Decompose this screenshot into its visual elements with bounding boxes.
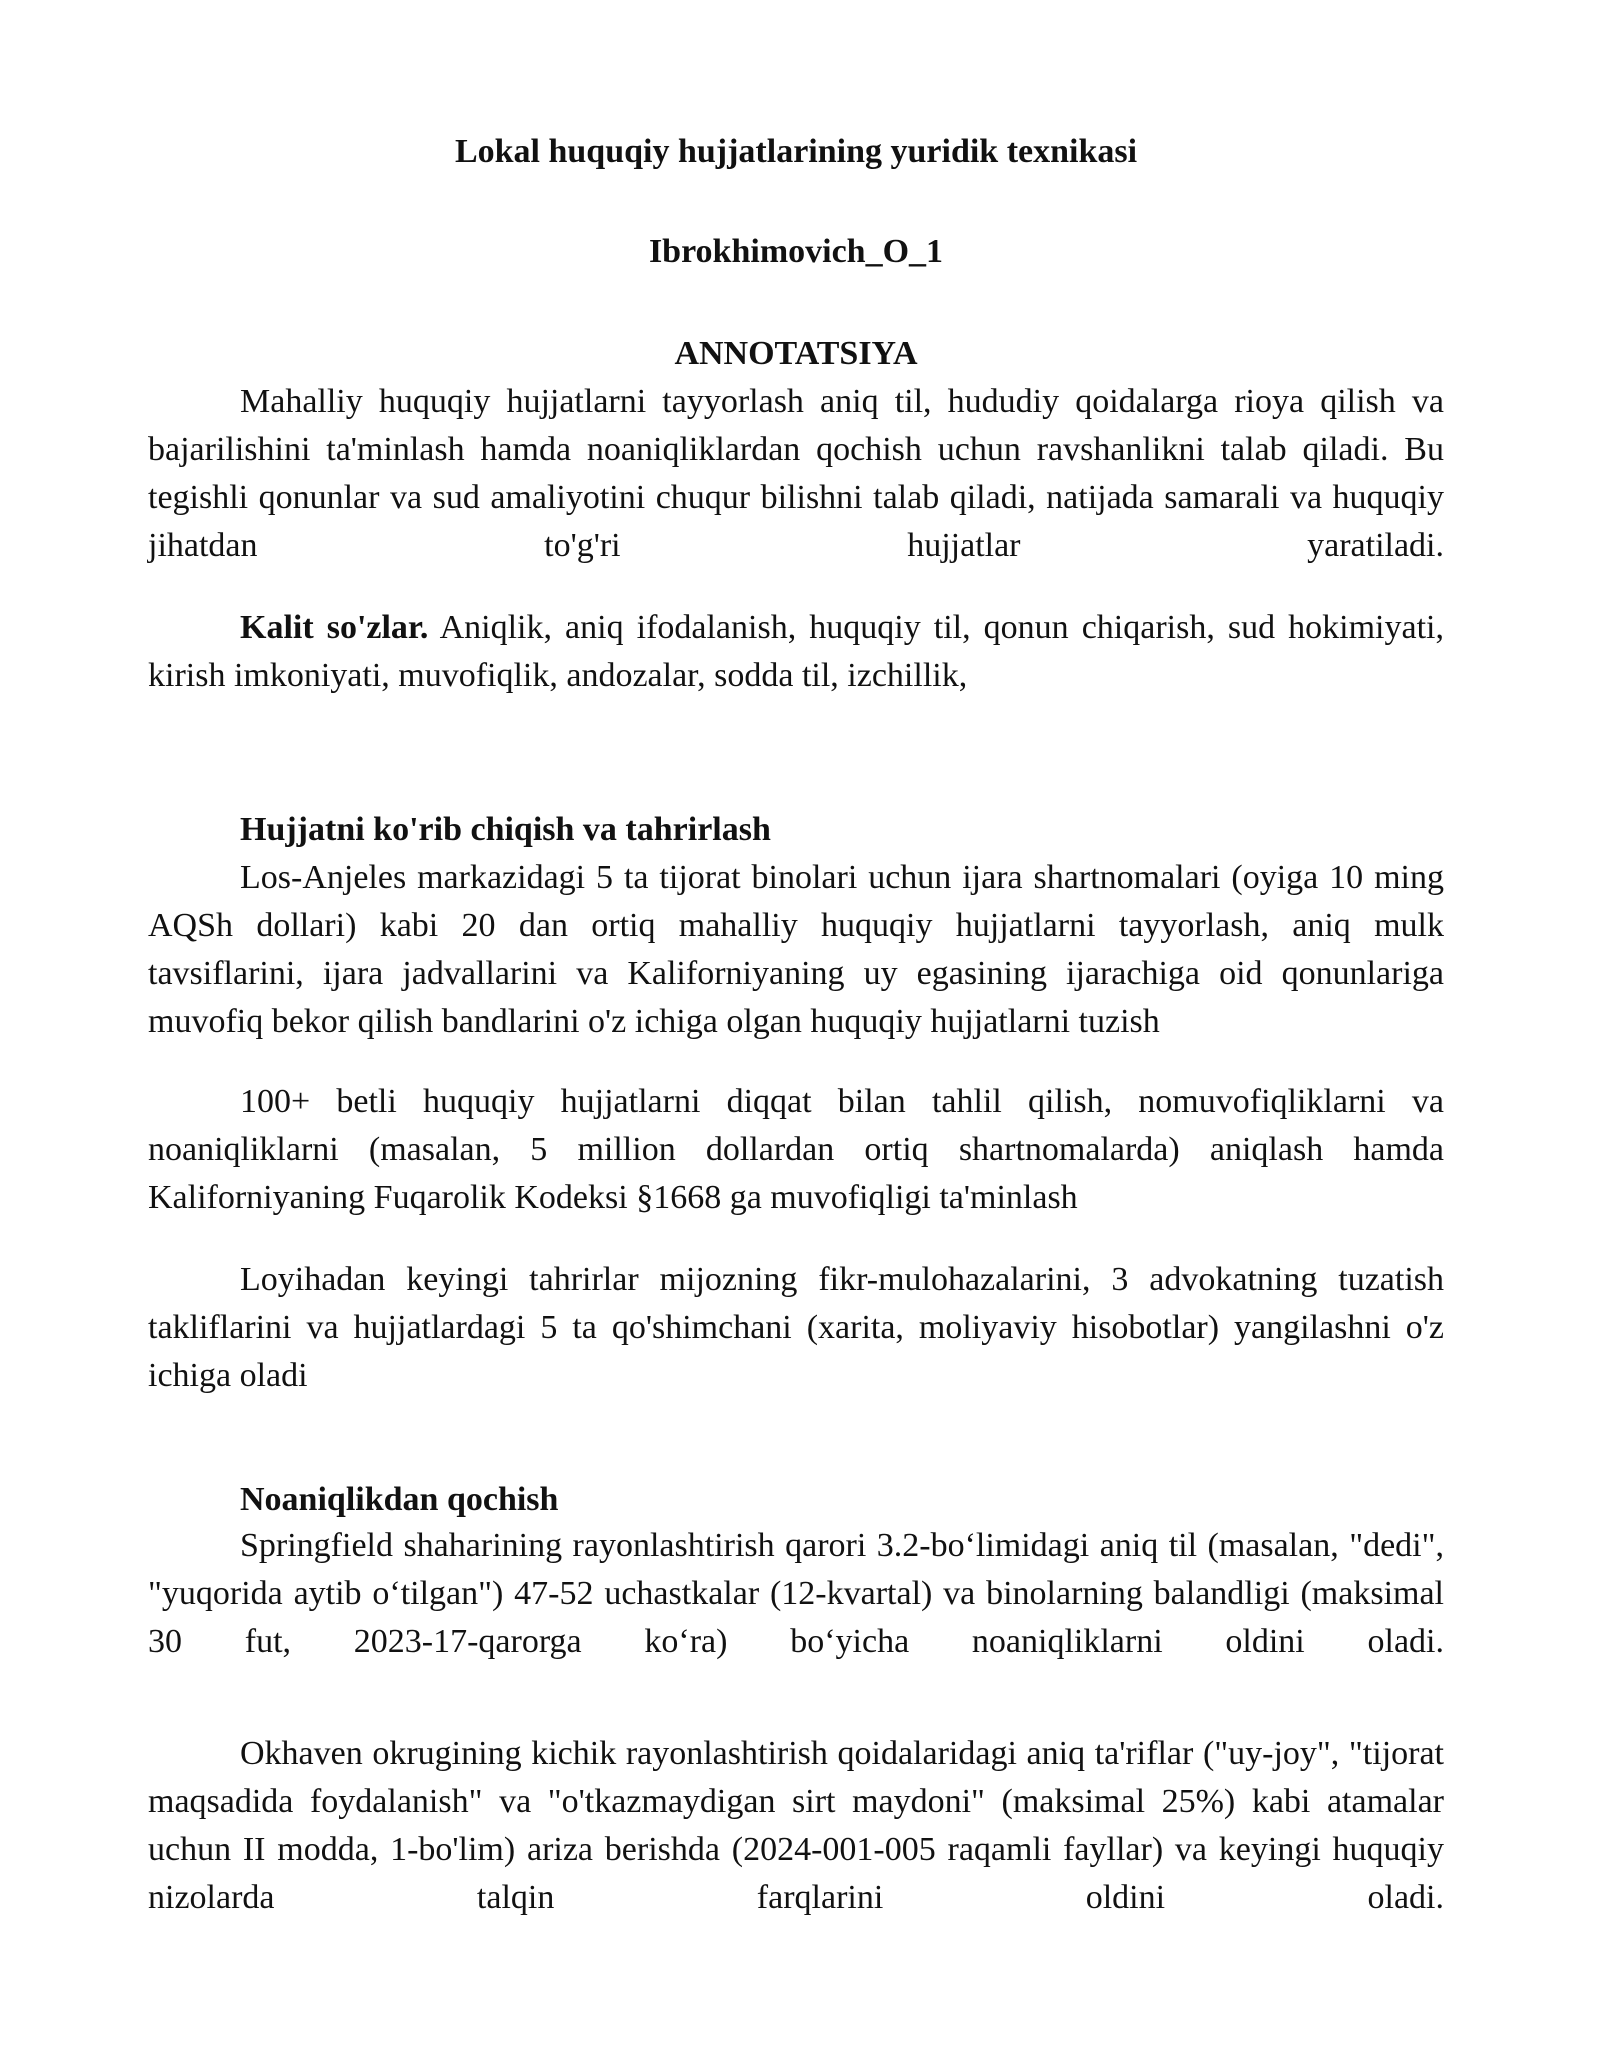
section2-paragraph-1: Springfield shaharining rayonlashtirish qarori 3.2-bo‘limidagi aniq til (masalan, "dedi", "yuqorida aytib o‘tilgan") 47-52 uchastkalar (12-kvartal) va binolarning balandligi (maksimal 30 fut, 2023-17-qarorga ko‘ra) bo‘yicha noaniqliklarni oldini oladi. xyxy=(148,1527,1444,1660)
section1-paragraph-1: Los-Anjeles markazidagi 5 ta tijorat binolari uchun ijara shartnomalari (oyiga 10 ming AQSh dollari) kabi 20 dan ortiq mahalliy huquqiy hujjatlarni tayyorlash, aniq mulk tavsiflarini, ijara jadvallarini va Kaliforniyaning uy egasining ijarachiga oid qonunlariga muvofiq bekor qilish bandlarini o'z ichiga olgan huquqiy hujjatlarni tuzish xyxy=(148,859,1444,1040)
keywords-text: Aniqlik, aniq ifodalanish, huquqiy til, qonun chiqarish, sud hokimiyati, kirish imkoniyati, muvofiqlik, andozalar, sodda til, izchillik, xyxy=(148,609,1444,694)
section-heading-ambiguity-avoidance: Noaniqlikdan qochish xyxy=(240,1481,559,1518)
section-heading-document-review: Hujjatni ko'rib chiqish va tahrirlash xyxy=(240,811,771,848)
section2-paragraph-2: Okhaven okrugining kichik rayonlashtirish qoidalaridagi aniq ta'riflar ("uy-joy", "tijorat maqsadida foydalanish" va "o'tkazmaydigan sirt maydoni" (maksimal 25%) kabi atamalar uchun II modda, 1-bo'lim) ariza berishda (2024-001-005 raqamli fayllar) va keyingi huquqiy nizolarda talqin farqlarini oldini oladi. xyxy=(148,1735,1444,1916)
keywords-label: Kalit so'zlar. xyxy=(240,609,429,646)
annotation-paragraph: Mahalliy huquqiy hujjatlarni tayyorlash aniq til, hududiy qoidalarga rioya qilish va bajarilishini ta'minlash hamda noaniqliklardan qochish uchun ravshanlikni talab qiladi. Bu tegishli qonunlar va sud amaliyotini chuqur bilishni talab qiladi, natijada samarali va huquqiy jihatdan to'g'ri hujjatlar yaratiladi. xyxy=(148,383,1444,564)
keywords-paragraph xyxy=(148,604,1444,700)
section1-paragraph-2: 100+ betli huquqiy hujjatlarni diqqat bilan tahlil qilish, nomuvofiqliklarni va noaniqliklarni (masalan, 5 million dollardan ortiq shartnomalarda) aniqlash hamda Kaliforniyaning Fuqarolik Kodeksi §1668 ga muvofiqligi ta'minlash xyxy=(148,1083,1444,1216)
annotation-heading: ANNOTATSIYA xyxy=(674,335,918,372)
document-author: Ibrokhimovich_O_1 xyxy=(648,233,944,270)
document-title: Lokal huquqiy hujjatlarining yuridik texnikasi xyxy=(454,133,1138,170)
section1-paragraph-3: Loyihadan keyingi tahrirlar mijozning fikr-mulohazalarini, 3 advokatning tuzatish takliflarini va hujjatlardagi 5 ta qo'shimchani (xarita, moliyaviy hisobotlar) yangilashni o'z ichiga oladi xyxy=(148,1261,1444,1394)
